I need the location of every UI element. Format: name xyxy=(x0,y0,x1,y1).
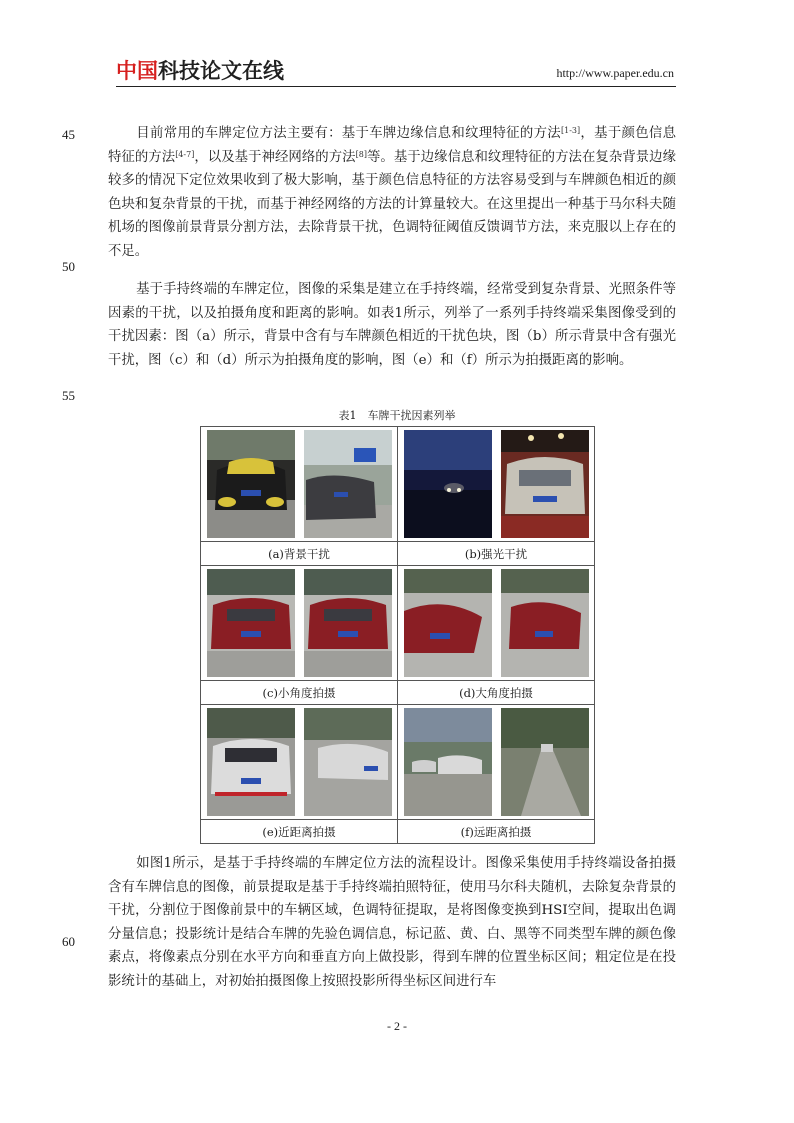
caption-f: (f)远距离拍摄 xyxy=(398,820,595,844)
cell-d-images xyxy=(398,566,595,681)
interference-table xyxy=(200,426,595,844)
caption-b: (b)强光干扰 xyxy=(398,542,595,566)
line-number-55: 55 xyxy=(62,388,75,403)
paragraph-2 xyxy=(108,278,676,372)
logo-part-2: 科技论文在线 xyxy=(158,59,284,83)
cell-f-images xyxy=(398,705,595,820)
journal-logo xyxy=(116,58,284,84)
p3-text: 如图1所示，是基于手持终端的车牌定位方法的流程设计。图像采集使用手持终端设备拍摄含有车牌信息的图像，前景提取是基于手持终端拍照特征，使用马尔科夫随机，去除复杂背景的干扰，分割位于图像前景中的车辆区域，色调特征提取，是将图像变换到HSI空间，提取出色调分量信息；投影统计是结合车牌的先验色调信息，标记蓝、黄、白、黑等不同类型车牌的颜色像素点，将像素点分别在水平方向和垂直方向上做投影，得到车牌的位置坐标区间；粗定位是在投影统计的基础上，对初始拍摄图像上按照投影所得坐标区间进行车 xyxy=(108,856,676,989)
citation-1-3[interactable]: [1-3] xyxy=(560,126,581,135)
photo-a-right xyxy=(304,430,392,538)
caption-c: (c)小角度拍摄 xyxy=(201,681,398,705)
page-header xyxy=(116,58,676,88)
paragraph-1 xyxy=(108,122,676,263)
photo-f-left xyxy=(404,708,492,816)
p1-text-3: ，以及基于神经网络的方法 xyxy=(194,149,356,165)
caption-d: (d)大角度拍摄 xyxy=(398,681,595,705)
photo-e-right xyxy=(304,708,392,816)
photo-b-right xyxy=(501,430,589,538)
paragraph-3 xyxy=(108,852,676,993)
citation-4-7[interactable]: [4-7] xyxy=(175,149,195,159)
logo-part-1: 中国 xyxy=(116,59,158,83)
cell-b-images xyxy=(398,427,595,542)
table-caption: 表1 车牌干扰因素列举 xyxy=(338,409,456,422)
header-url[interactable]: http://www.paper.edu.cn xyxy=(556,66,674,80)
cell-a-images xyxy=(201,427,398,542)
citation-8[interactable]: [8] xyxy=(355,149,367,159)
header-rule xyxy=(116,86,676,87)
page-number: - 2 - xyxy=(387,1019,407,1033)
photo-c-right xyxy=(304,569,392,677)
p1-text-2: ，基于颜色信息特征的方法 xyxy=(108,126,677,165)
cell-e-images xyxy=(201,705,398,820)
caption-a: (a)背景干扰 xyxy=(201,542,398,566)
photo-d-left xyxy=(404,569,492,677)
line-number-60: 60 xyxy=(62,934,75,949)
line-number-45: 45 xyxy=(62,127,75,142)
p2-text: 基于手持终端的车牌定位，图像的采集是建立在手持终端，经常受到复杂背景、光照条件等因素的干扰，以及拍摄角度和距离的影响。如表1所示，列举了一系列手持终端采集图像受到的干扰因素：图（a）所示，背景中含有与车牌颜色相近的干扰色块，图（b）所示背景中含有强光干扰，图（c）和（d）所示为拍摄角度的影响，图（e）和（f）所示为拍摄距离的影响。 xyxy=(108,282,676,368)
p1-text-1: 目前常用的车牌定位方法主要有：基于车牌边缘信息和纹理特征的方法 xyxy=(136,126,561,141)
photo-e-left xyxy=(207,708,295,816)
photo-f-right xyxy=(501,708,589,816)
photo-b-left xyxy=(404,430,492,538)
photo-a-left xyxy=(207,430,295,538)
photo-c-left xyxy=(207,569,295,677)
p1-text-4: 等。基于边缘信息和纹理特征的方法在复杂背景边缘较多的情况下定位效果收到了极大影响，基于颜色信息特征的方法容易受到与车牌颜色相近的颜色块和复杂背景的干扰，而基于神经网络的方法的计算量较大。在这里提出一种基于马尔科夫随机场的图像前景背景分割方法，去除背景干扰，色调特征阈值反馈调节方法，来克服以上存在的不足。 xyxy=(108,149,677,259)
caption-e: (e)近距离拍摄 xyxy=(201,820,398,844)
cell-c-images xyxy=(201,566,398,681)
line-number-50: 50 xyxy=(62,259,75,274)
photo-d-right xyxy=(501,569,589,677)
